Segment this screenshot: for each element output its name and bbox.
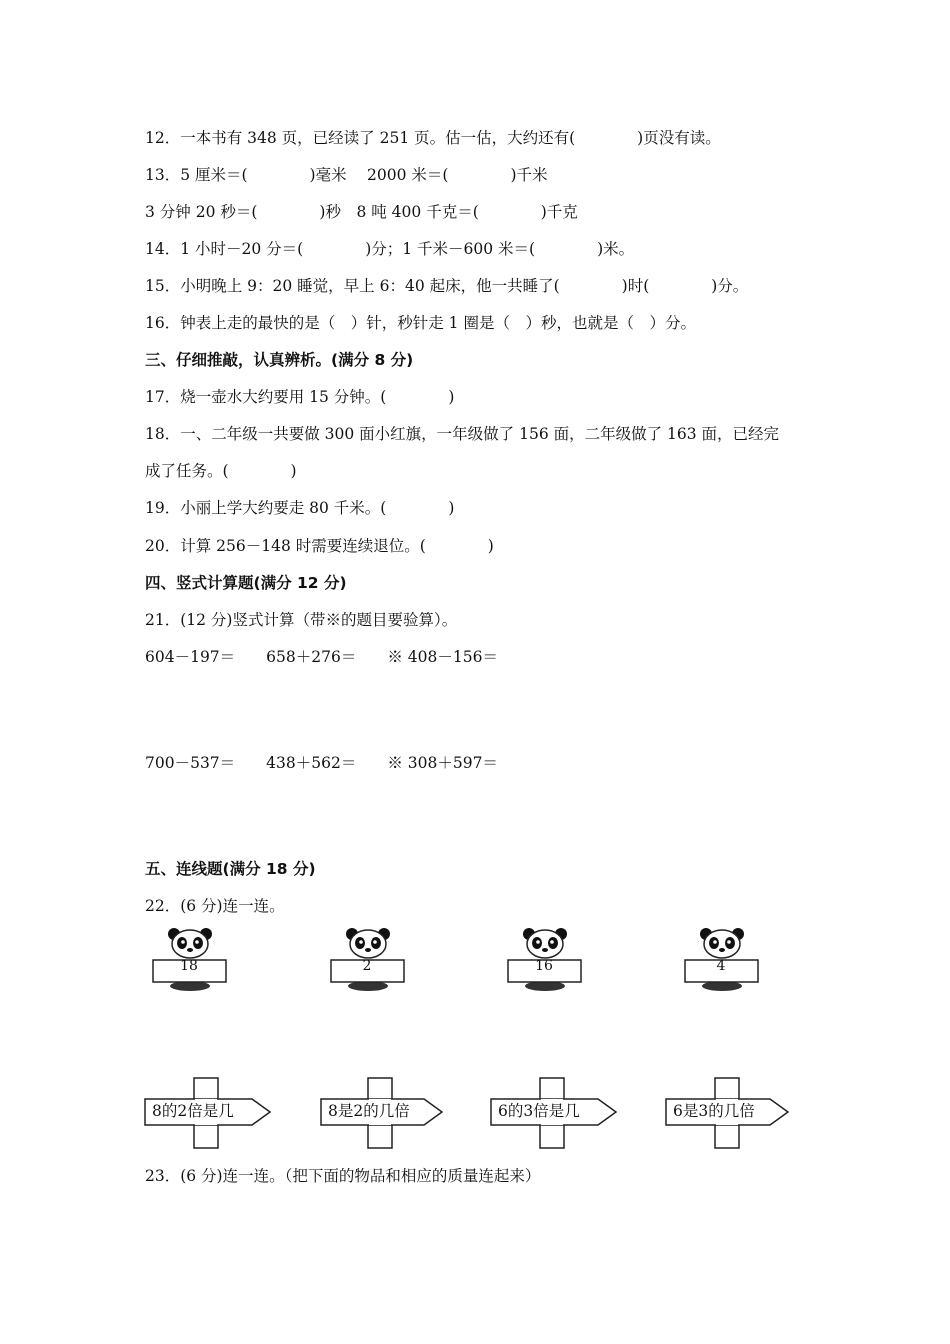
sign-label: 6的3倍是几: [498, 1102, 580, 1120]
panda-card[interactable]: [330, 928, 406, 992]
panda-number: 2: [362, 958, 372, 974]
q18-line1: 18．一、二年级一共要做 300 面小红旗，一年级做了 156 面，二年级做了 163 面，已经完: [145, 425, 780, 443]
q16: 16．钟表上走的最快的是（ ）针，秒针走 1 圈是（ ）秒，也就是（ ）分。: [145, 314, 696, 332]
sign-label: 8的2倍是几: [152, 1102, 234, 1120]
q14: 14．1 小时－20 分＝( )分；1 千米－600 米＝( )米。: [145, 240, 635, 258]
section-4-heading: 四、竖式计算题(满分 12 分): [145, 574, 347, 592]
panda-card[interactable]: [152, 928, 228, 992]
panda-card[interactable]: [684, 928, 760, 992]
panda-number: 18: [180, 958, 198, 974]
q19: 19．小丽上学大约要走 80 千米。( ): [145, 499, 455, 517]
cross-sign-card[interactable]: [144, 1077, 294, 1149]
q23: 23．(6 分)连一连。（把下面的物品和相应的质量连起来）: [145, 1167, 541, 1185]
cross-sign-card[interactable]: [490, 1077, 640, 1149]
sign-label: 8是2的几倍: [328, 1102, 410, 1120]
sign-label: 6是3的几倍: [673, 1102, 755, 1120]
q13-line1: 13．5 厘米＝( )毫米 2000 米＝( )千米: [145, 166, 548, 184]
q20: 20．计算 256－148 时需要连续退位。( ): [145, 537, 494, 555]
q22: 22．(6 分)连一连。: [145, 897, 285, 915]
section-5-heading: 五、连线题(满分 18 分): [145, 860, 316, 878]
panda-card[interactable]: [507, 928, 583, 992]
cross-sign-card[interactable]: [665, 1077, 815, 1149]
panda-number: 16: [535, 958, 553, 974]
section-3-heading: 三、仔细推敲，认真辨析。(满分 8 分): [145, 351, 414, 369]
cross-sign-card[interactable]: [320, 1077, 470, 1149]
panda-number: 4: [716, 958, 726, 974]
q17: 17．烧一壶水大约要用 15 分钟。( ): [145, 388, 455, 406]
calc-row-2: 700－537＝ 438＋562＝ ※ 308＋597＝: [145, 754, 498, 772]
calc-row-1: 604－197＝ 658＋276＝ ※ 408－156＝: [145, 648, 498, 666]
q13-line2: 3 分钟 20 秒＝( )秒 8 吨 400 千克＝( )千克: [145, 203, 578, 221]
q18-line2: 成了任务。( ): [145, 462, 297, 480]
q15: 15．小明晚上 9：20 睡觉，早上 6：40 起床，他一共睡了( )时( )分。: [145, 277, 749, 295]
q12: 12．一本书有 348 页，已经读了 251 页。估一估，大约还有( )页没有读。: [145, 129, 721, 147]
q21: 21．(12 分)竖式计算（带※的题目要验算）。: [145, 611, 458, 629]
